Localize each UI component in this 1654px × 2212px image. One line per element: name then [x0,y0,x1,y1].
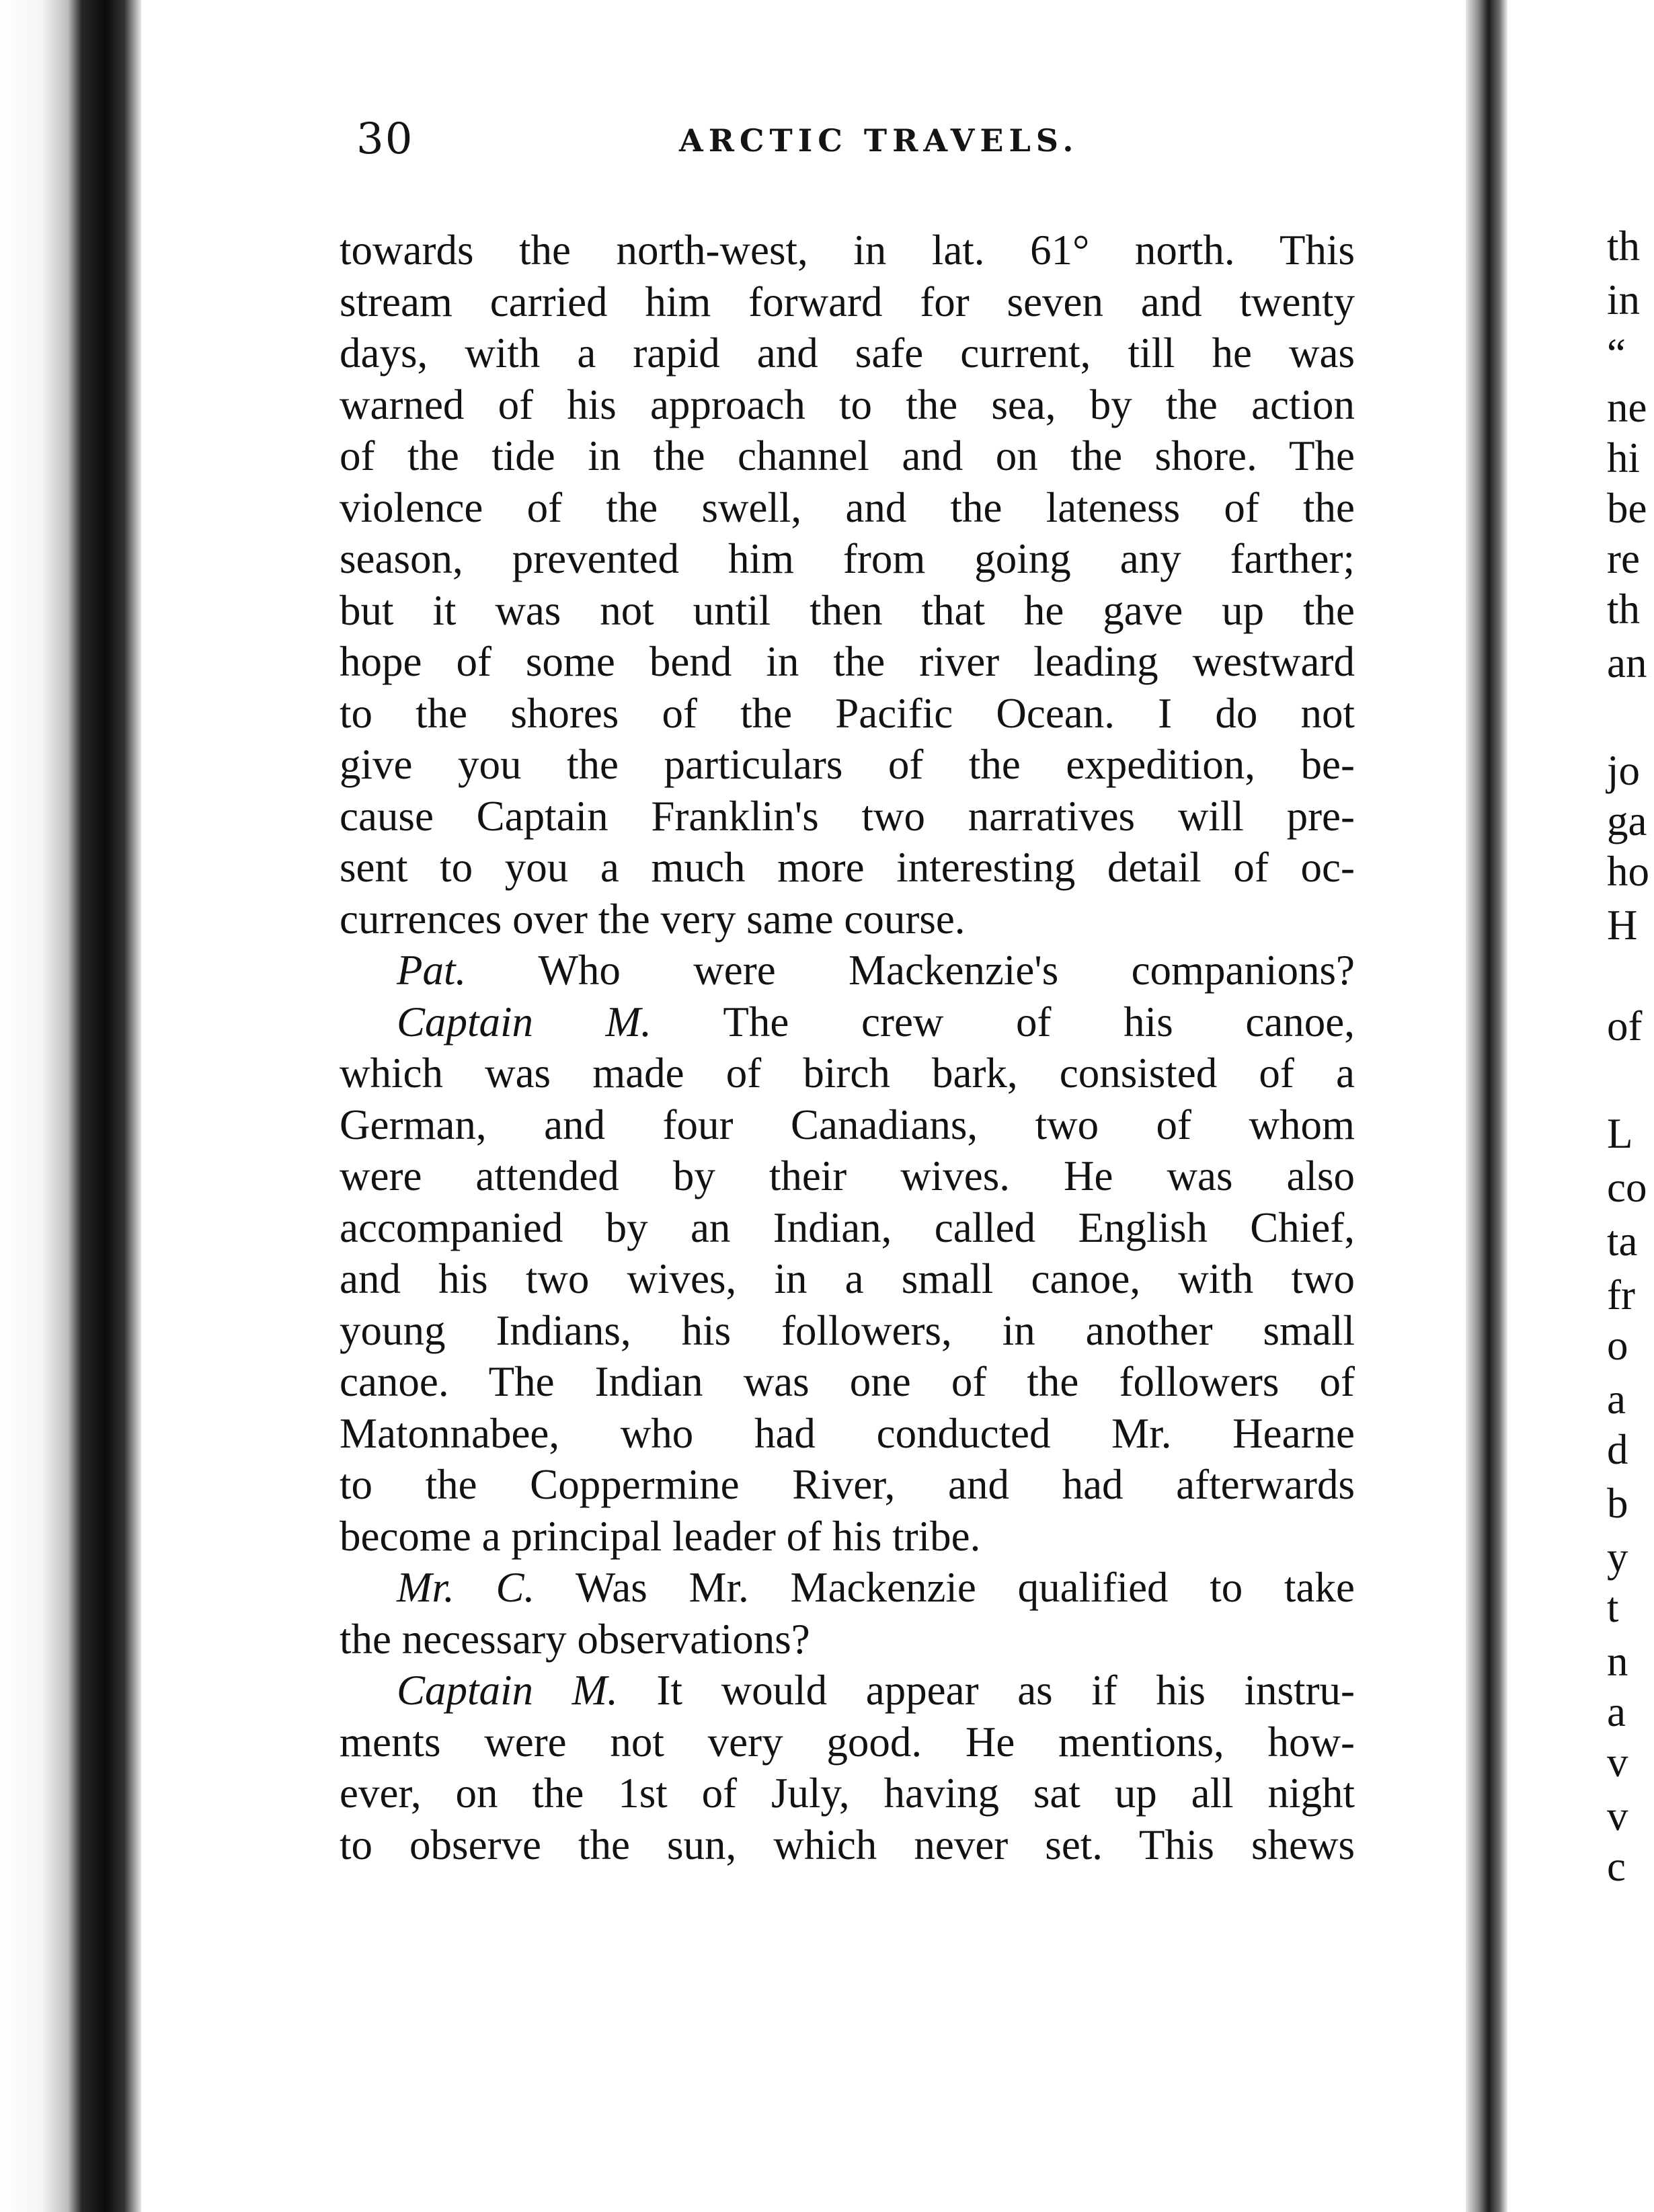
running-head [208,114,1365,175]
dialogue-text: It would appear as if his instru- [656,1667,1355,1714]
facing-page-fragment: c [1607,1843,1626,1890]
text-line: the necessary observations? [340,1615,810,1663]
speaker-name: Mr. C. [397,1564,535,1611]
text-line: German, and four Canadians, two of whom [340,1101,1355,1148]
book-gutter [1466,0,1507,2212]
facing-page-fragment: d [1607,1426,1628,1473]
text-line: sent to you a much more interesting detail of oc- [340,844,1355,891]
running-title: ARCTIC TRAVELS. [679,122,1079,159]
speaker-name: Captain M. [397,1667,618,1714]
facing-page-fragment: y [1607,1534,1628,1581]
facing-page-fragment: jo [1607,747,1641,794]
facing-page-fragment: H [1607,902,1638,949]
page-number: 30 [356,114,414,164]
dialogue-line [340,996,1355,1048]
facing-page-fragment: v [1607,1739,1628,1786]
facing-page-fragment: hi [1607,434,1641,481]
body-text [340,225,1355,1870]
facing-page-fragment: in [1607,276,1641,323]
text-line: were attended by their wives. He was also [340,1152,1355,1199]
speaker-name: Captain M. [397,998,652,1045]
text-line: which was made of birch bark, consisted of a [340,1050,1355,1097]
facing-page-fragment: of [1607,1002,1643,1050]
text-line: become a principal leader of his tribe. [340,1512,981,1560]
dialogue-text: Who were Mackenzie's companions? [538,947,1355,994]
text-line: hope of some bend in the river leading westward [340,638,1355,685]
facing-page-fragment: fr [1607,1271,1635,1318]
text-line: days, with a rapid and safe current, till he was [340,329,1355,377]
facing-page-edge [1507,0,1654,2212]
text-line: Matonnabee, who had conducted Mr. Hearne [340,1409,1355,1457]
text-line: ever, on the 1st of July, having sat up all night [340,1770,1355,1817]
text-line: cause Captain Franklin's two narratives will pre- [340,792,1355,840]
text-line: stream carried him forward for seven and twenty [340,278,1355,325]
facing-page-fragment: ne [1607,384,1647,431]
facing-page-fragment: “ [1607,330,1626,377]
facing-page-fragment: an [1607,639,1647,686]
dialogue-text: Was Mr. Mackenzie qualified to take [575,1564,1355,1611]
text-line: ments were not very good. He mentions, how- [340,1718,1355,1766]
text-line: to the Coppermine River, and had afterwards [340,1461,1355,1508]
text-line: to the shores of the Pacific Ocean. I do not [340,689,1355,737]
facing-page-fragment: co [1607,1164,1647,1211]
text-line: currences over the very same course. [340,895,966,943]
facing-page-fragment: ga [1607,797,1647,844]
facing-page-fragment: th [1607,223,1641,270]
text-line: of the tide in the channel and on the shore. The [340,432,1355,479]
text-line: and his two wives, in a small canoe, with two [340,1255,1355,1302]
text-line: warned of his approach to the sea, by the action [340,381,1355,428]
facing-page-fragment: a [1607,1376,1626,1423]
text-line: towards the north-west, in lat. 61° north. This [340,227,1355,274]
facing-page-fragment: a [1607,1688,1626,1735]
facing-page-fragment: ta [1607,1218,1638,1265]
facing-page-fragment: t [1607,1584,1619,1631]
dialogue-line [340,1562,1355,1614]
text-line: give you the particulars of the expedition, be- [340,741,1355,788]
facing-page-fragment: be [1607,485,1647,532]
text-line: young Indians, his followers, in another small [340,1306,1355,1354]
facing-page-fragment: re [1607,535,1640,582]
text-line: violence of the swell, and the lateness of the [340,483,1355,531]
speaker-name: Pat. [397,947,467,994]
dialogue-line [340,945,1355,996]
facing-page-fragment: n [1607,1638,1628,1685]
facing-page-fragment: L [1607,1110,1633,1157]
facing-page-fragment: v [1607,1792,1628,1840]
dialogue-text: The crew of his canoe, [723,998,1355,1045]
facing-page-fragment: o [1607,1322,1628,1369]
facing-page-fragment: b [1607,1480,1628,1527]
dialogue-line [340,1665,1355,1716]
text-line: canoe. The Indian was one of the followers of [340,1358,1355,1405]
facing-page-fragment: ho [1607,848,1649,895]
text-line: but it was not until then that he gave up the [340,586,1355,634]
text-line: season, prevented him from going any farther; [340,535,1355,582]
text-line: to observe the sun, which never set. This shews [340,1821,1355,1868]
text-line: accompanied by an Indian, called English Chief, [340,1203,1355,1251]
left-book-edge [0,0,141,2212]
facing-page-fragment: th [1607,586,1641,633]
